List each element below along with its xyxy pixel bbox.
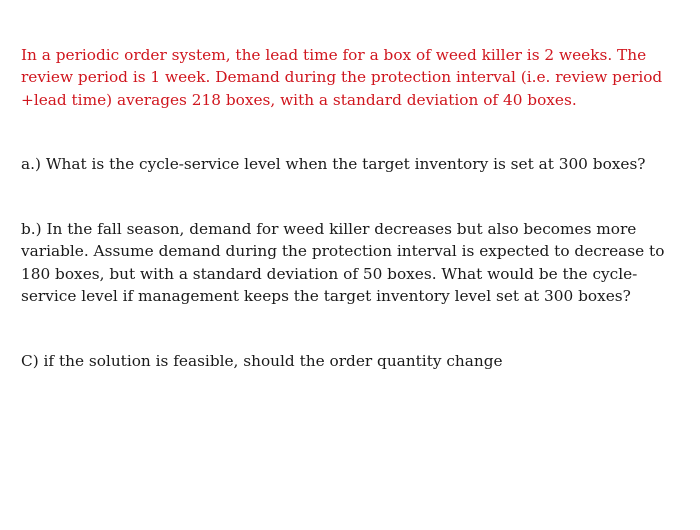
problem-intro: In a periodic order system, the lead time for a box of weed killer is 2 weeks. The review period is 1 week. Demand during the protection interval (i.e. review period +lead time) averages 218 boxes, with a standard deviation of 40 boxes. <box>21 46 663 109</box>
question-c: C) if the solution is feasible, should the order quantity change <box>21 352 503 371</box>
question-a: a.) What is the cycle-service level when the target inventory is set at 300 boxes? <box>21 154 646 173</box>
problem-document <box>21 44 686 373</box>
question-b: b.) In the fall season, demand for weed killer decreases but also becomes more variable. Assume demand during the protection interval is expected to decrease to 180 boxes, but with a standard deviation of 50 boxes. What would be the cycle-service level if management keeps the target inventory level set at 300 boxes? <box>21 220 665 306</box>
